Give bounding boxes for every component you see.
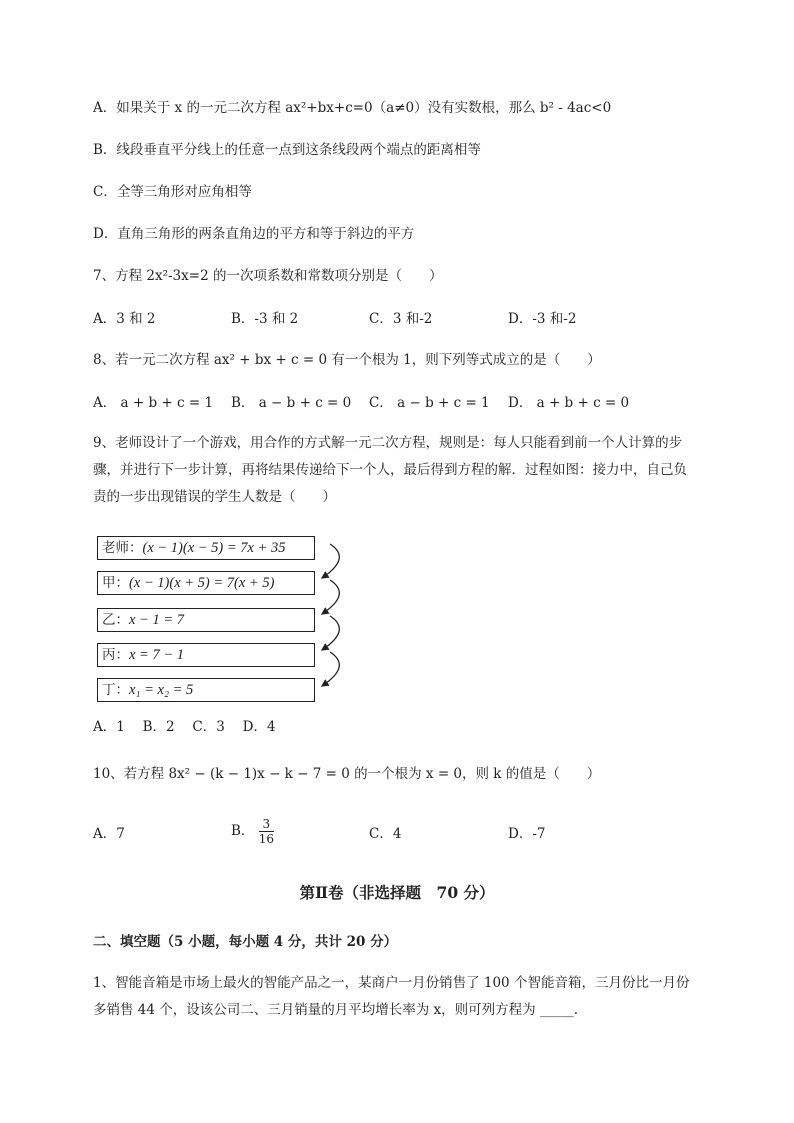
step-label: 乙： <box>102 612 129 628</box>
relay-arrow <box>322 616 339 650</box>
q6-option-b: B．线段垂直平分线上的任意一点到这条线段两个端点的距离相等 <box>93 142 481 158</box>
step-expression: x₁ = x₂ = 5 <box>129 682 194 698</box>
relay-step-teacher <box>97 536 315 560</box>
step-label: 甲： <box>102 575 129 591</box>
q6-option-a: A．如果关于 x 的一元二次方程 ax²+bx+c=0（a≠0）没有实数根，那么 b² - 4ac<0 <box>93 100 612 116</box>
q7-option-a: A．3 和 2 <box>93 311 156 327</box>
q6-option-d: D．直角三角形的两条直角边的平方和等于斜边的平方 <box>93 226 415 242</box>
option-prefix: B． <box>231 823 255 839</box>
step-expression: (x − 1)(x + 5) = 7(x + 5) <box>129 575 275 591</box>
q9-stem-line3: 责的一步出现错误的学生人数是（ ） <box>93 489 336 505</box>
denominator: 16 <box>258 832 274 846</box>
q8-option-c: C． a − b + c = 1 <box>369 395 490 411</box>
q8-stem: 8、若一元二次方程 ax² + bx + c = 0 有一个根为 1，则下列等式成立的是（ ） <box>93 352 601 368</box>
numerator: 3 <box>259 817 274 832</box>
q7-stem: 7、方程 2x²-3x=2 的一次项系数和常数项分别是（ ） <box>93 268 443 284</box>
q8-option-a: A． a + b + c = 1 <box>93 395 214 411</box>
q9-stem-line1: 9、老师设计了一个游戏，用合作的方式解一元二次方程，规则是：每人只能看到前一个人计算的步 <box>93 435 683 451</box>
relay-arrow <box>322 580 339 614</box>
relay-step-yi <box>97 608 315 632</box>
step-label: 丙： <box>102 647 129 663</box>
q7-option-b: B．-3 和 2 <box>231 311 299 327</box>
relay-arrow <box>322 652 339 686</box>
relay-step-bing <box>97 643 315 667</box>
step-expression: x = 7 − 1 <box>129 647 185 663</box>
fill1-line2: 多销售 44 个，设该公司二、三月销量的月平均增长率为 x，则可列方程为 _____. <box>93 1002 578 1018</box>
step-expression: x − 1 = 7 <box>129 612 185 628</box>
q10-option-d: D．-7 <box>508 826 546 842</box>
step-label: 丁： <box>102 682 129 698</box>
relay-step-ding <box>97 678 315 702</box>
q6-option-c: C．全等三角形对应角相等 <box>93 184 252 200</box>
fraction <box>259 817 274 846</box>
relay-step-jia <box>97 571 315 595</box>
part2-heading: 第Ⅱ卷（非选择题 70 分） <box>299 883 495 902</box>
q10-stem: 10、若方程 8x² − (k − 1)x − k − 7 = 0 的一个根为 x = 0，则 k 的值是（ ） <box>93 766 601 782</box>
q10-option-b <box>231 817 274 846</box>
fill1-line1: 1、智能音箱是市场上最火的智能产品之一，某商户一月份销售了 100 个智能音箱，三月份比一月份 <box>93 975 690 991</box>
q9-stem-line2: 骤，并进行下一步计算，再将结果传递给下一个人，最后得到方程的解．过程如图：接力中，自己负 <box>93 462 687 478</box>
section2-title: 二、填空题（5 小题，每小题 4 分，共计 20 分） <box>93 934 398 950</box>
q8-option-d: D． a + b + c = 0 <box>508 395 630 411</box>
relay-arrow <box>322 544 339 578</box>
q10-option-c: C．4 <box>369 826 402 842</box>
q7-option-c: C．3 和-2 <box>369 311 433 327</box>
step-expression: (x − 1)(x − 5) = 7x + 35 <box>142 540 286 556</box>
q10-option-a: A．7 <box>93 826 125 842</box>
relay-arrows <box>316 536 356 706</box>
step-label: 老师： <box>102 540 143 556</box>
q7-option-d: D．-3 和-2 <box>508 311 577 327</box>
q9-options: A．1 B．2 C．3 D．4 <box>93 719 276 735</box>
q8-option-b: B． a − b + c = 0 <box>231 395 352 411</box>
